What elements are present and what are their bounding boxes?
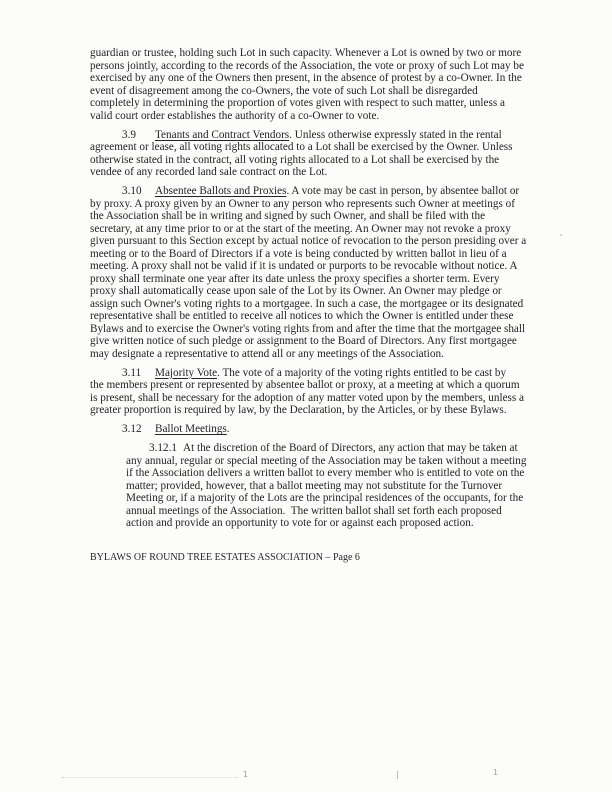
text-line: annual meetings of the Association. The written ballot shall set forth each proposed bbox=[126, 504, 502, 517]
section-text: At the discretion of the Board of Directors, any action that may be taken at bbox=[183, 442, 518, 454]
text-line: given pursuant to this Section except by actual notice of revocation to the person presiding over a bbox=[90, 235, 527, 247]
text-line: valid court order establishes the authority of a co-Owner to vote. bbox=[90, 109, 380, 122]
text-line: otherwise stated in the contract, all voting rights allocated to a Lot shall be exercised by the bbox=[90, 153, 500, 166]
text-line: secretary, at any time prior to or at the start of the meeting. An Owner may not revoke a proxy bbox=[90, 222, 511, 235]
text-line: proxy shall automatically cease upon sale of the Lot by its Owner. An Owner may pledge or bbox=[90, 285, 502, 297]
section-text: . A vote may be cast in person, by absentee ballot or bbox=[286, 185, 520, 197]
section-first-line bbox=[90, 367, 570, 380]
section-number: 3.9 bbox=[122, 128, 136, 141]
section-3-10 bbox=[90, 185, 570, 360]
section-first-line bbox=[90, 129, 570, 142]
text-line: give written notice of such pledge or assignment to the Board of Directors. Any first mortgagee bbox=[90, 335, 517, 347]
text-line: persons jointly, according to the records of the Association, the vote or proxy of such Lot may be bbox=[90, 59, 524, 72]
text-line: proxy shall terminate one year after its date unless the proxy specifies a shorter term. Every bbox=[90, 272, 500, 285]
text-line: meeting. A proxy shall not be valid if it is undated or purports to be revocable without notice. A bbox=[90, 260, 518, 272]
text-line: Meeting or, if a majority of the Lots are the principal residences of the occupants, for the bbox=[126, 492, 524, 504]
section-number: 3.10 bbox=[122, 185, 142, 197]
section-heading: Tenants and Contract Vendors bbox=[155, 128, 290, 141]
text-line: representative shall be entitled to receive all notices to which the Owner is entitled under these bbox=[90, 310, 514, 322]
section-heading: Majority Vote bbox=[155, 366, 218, 379]
text-line: may designate a representative to attend all or any meetings of the Association. bbox=[90, 347, 444, 360]
scan-dotted-line bbox=[62, 777, 238, 778]
text-line: action and provide an opportunity to vote for or against each proposed action. bbox=[126, 517, 474, 529]
text-line: guardian or trustee, holding such Lot in such capacity. Whenever a Lot is owned by two or more bbox=[90, 47, 522, 59]
paragraph-continuation bbox=[90, 47, 570, 122]
scan-speck bbox=[560, 234, 562, 236]
section-heading: Ballot Meetings bbox=[155, 423, 227, 435]
text-line: matter; provided, however, that a ballot meeting may not substitute for the Turnover bbox=[126, 479, 503, 492]
section-3-12 bbox=[90, 423, 570, 436]
text-line: is present, shall be necessary for the adoption of any matter voted upon by the members, unless a bbox=[90, 391, 525, 404]
document-body bbox=[90, 47, 570, 530]
scan-mark-right: 1 bbox=[493, 768, 499, 777]
text-line: any annual, regular or special meeting of the Association may be taken without a meeting bbox=[126, 454, 527, 467]
text-line: if the Association delivers a written ballot to every member who is entitled to vote on the bbox=[126, 467, 525, 479]
text-line: greater proportion is required by law, by the Declaration, by the Articles, or by these Bylaws. bbox=[90, 404, 507, 416]
section-3-11 bbox=[90, 367, 570, 417]
section-3-9 bbox=[90, 129, 570, 179]
scan-mark-left: 1 bbox=[243, 770, 249, 779]
section-number: 3.11 bbox=[122, 366, 142, 379]
text-line: event of disagreement among the co-Owners, the vote of such Lot shall be disregarded bbox=[90, 84, 478, 97]
section-heading: Absentee Ballots and Proxies bbox=[155, 185, 287, 197]
text-line: the Association shall be in writing and signed by such Owner, and shall be filed with the bbox=[90, 210, 486, 222]
text-line: assign such Owner's voting rights to a mortgagee. In such a case, the mortgagee or its designated bbox=[90, 297, 524, 310]
section-number: 3.12.1 bbox=[149, 442, 177, 454]
section-first-line bbox=[90, 185, 570, 198]
section-text: . The vote of a majority of the voting rights entitled to be cast by bbox=[217, 366, 507, 379]
scan-mark-middle: | bbox=[396, 770, 399, 779]
text-line: by proxy. A proxy given by an Owner to any person who represents such Owner at meetings of bbox=[90, 197, 515, 210]
text-line: agreement or lease, all voting rights allocated to a Lot shall be exercised by the Owner. Unless bbox=[90, 141, 513, 153]
section-3-12-1 bbox=[126, 442, 570, 530]
text-line: meeting or to the Board of Directors if a vote is being conducted by written ballot in lieu of a bbox=[90, 247, 507, 260]
section-first-line bbox=[90, 423, 570, 436]
text-line: the members present or represented by absentee ballot or proxy, at a meeting at which a quorum bbox=[90, 379, 520, 391]
text-line: completely in determining the proportion of votes given with respect to such matter, unless a bbox=[90, 97, 505, 109]
section-first-line bbox=[126, 442, 570, 455]
text-line: exercised by any one of the Owners then present, in the absence of protest by a co-Owner. In the bbox=[90, 72, 522, 84]
section-number: 3.12 bbox=[122, 423, 142, 435]
section-text: . bbox=[226, 423, 230, 435]
text-line: Bylaws and to exercise the Owner's voting rights from and after the time that the mortgagee shall bbox=[90, 322, 526, 335]
page-footer: BYLAWS OF ROUND TREE ESTATES ASSOCIATION – Page 6 bbox=[90, 552, 360, 563]
text-line: vendee of any recorded land sale contract on the Lot. bbox=[90, 166, 328, 178]
section-text: . Unless otherwise expressly stated in the rental bbox=[289, 128, 502, 141]
